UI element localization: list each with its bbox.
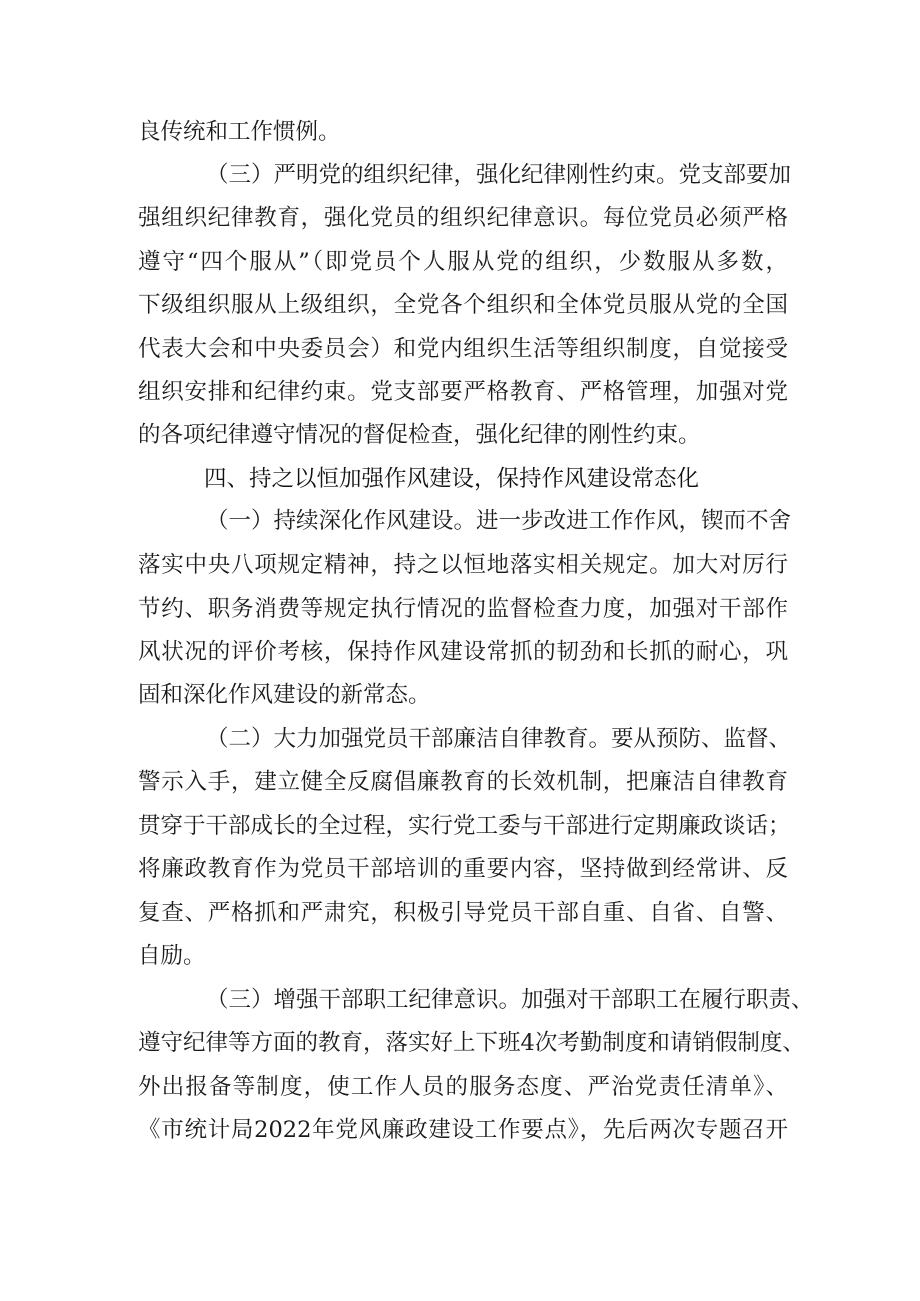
paragraph-line: （一）持续深化作风建设。进一步改进工作作风，锲而不舍 [206, 508, 792, 534]
paragraph-line: 代表大会和中央委员会）和党内组织生活等组织制度，自觉接受 [138, 336, 788, 362]
paragraph-line: 的各项纪律遵守情况的督促检查，强化纪律的刚性约束。 [138, 422, 701, 448]
paragraph-line: 将廉政教育作为党员干部培训的重要内容，坚持做到经常讲、反 [138, 856, 788, 882]
paragraph-line: （二）大力加强党员干部廉洁自律教育。要从预防、监督、 [206, 726, 792, 752]
paragraph-line: （三）严明党的组织纪律，强化纪律刚性约束。党支部要加 [206, 162, 792, 188]
paragraph-line: 强组织纪律教育，强化党员的组织纪律意识。每位党员必须严格 [138, 205, 788, 231]
paragraph-line: 遵守“四个服从”（即党员个人服从党的组织，少数服从多数， [138, 249, 788, 275]
paragraph-line: 贯穿于干部成长的全过程，实行党工委与干部进行定期廉政谈话； [138, 813, 791, 839]
paragraph-line: 《市统计局2022年党风廉政建设工作要点》，先后两次专题召开 [138, 1117, 788, 1143]
paragraph-line: 下级组织服从上级组织，全党各个组织和全体党员服从党的全国 [138, 292, 788, 318]
paragraph-line: 节约、职务消费等规定执行情况的监督检查力度，加强对干部作 [138, 596, 788, 622]
paragraph-line: 警示入手，建立健全反腐倡廉教育的长效机制，把廉洁自律教育 [138, 769, 788, 795]
paragraph-line: 落实中央八项规定精神，持之以恒地落实相关规定。加大对厉行 [138, 552, 788, 578]
paragraph-line: 自励。 [138, 943, 206, 969]
paragraph-line: 风状况的评价考核，保持作风建设常抓的韧劲和长抓的耐心，巩 [138, 639, 788, 665]
section-heading: 四、持之以恒加强作风建设，保持作风建设常态化 [204, 466, 700, 492]
paragraph-line: 复查、严格抓和严肃究，积极引导党员干部自重、自省、自警、 [138, 900, 788, 926]
paragraph-line: 外出报备等制度，使工作人员的服务态度、严治党责任清单》、 [138, 1074, 788, 1100]
paragraph-line: 遵守纪律等方面的教育，落实好上下班4次考勤制度和请销假制度、 [138, 1030, 805, 1056]
paragraph-line: 固和深化作风建设的新常态。 [138, 682, 431, 708]
paragraph-line: 良传统和工作惯例。 [138, 119, 341, 145]
paragraph-line: 组织安排和纪律约束。党支部要严格教育、严格管理，加强对党 [138, 379, 788, 405]
paragraph-line: （三）增强干部职工纪律意识。加强对干部职工在履行职责、 [206, 987, 814, 1013]
